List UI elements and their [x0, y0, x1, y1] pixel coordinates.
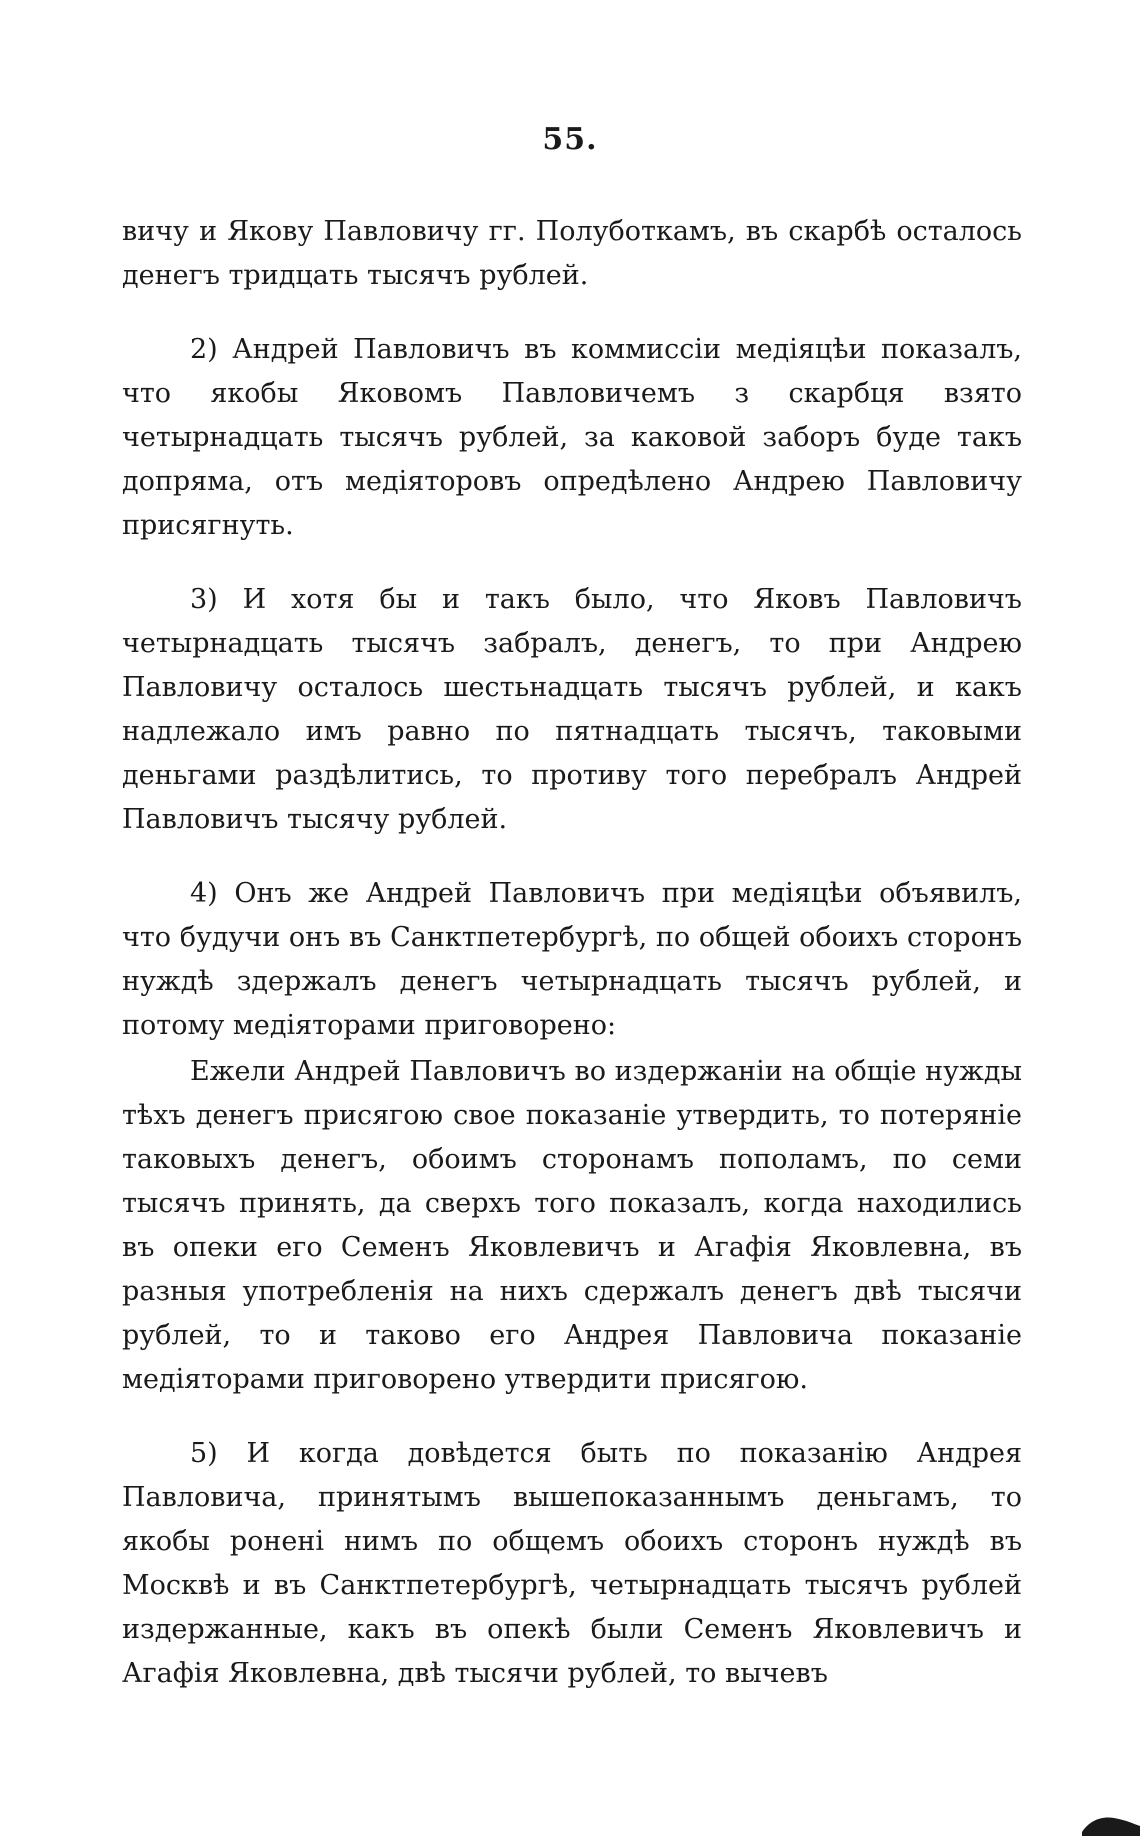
paragraph-item-3: 3) И хотя бы и такъ было, что Яковъ Павловичъ четырнадцать тысячъ забралъ, денегъ, то при Андрею Павловичу осталось шестьнадцать тысячъ рублей, и какъ надлежало имъ равно по пятнадцать тысячъ, таковыми деньгами раздѣлитись, то противу того перебралъ Андрей Павловичъ тысячу рублей. [122, 584, 1022, 835]
paragraph-item-5: 5) И когда довѣдется быть по показанію Андрея Павловича, принятымъ вышепоказаннымъ деньгамъ, то якобы ронені нимъ по общемъ обоихъ сторонъ нуждѣ въ Москвѣ и въ Санктпетербургѣ, четырнадцать тысячъ рублей издержанные, какъ въ опекѣ были Семенъ Яковлевичъ и Агафія Яковлевна, двѣ тысячи рублей, то вычевъ [122, 1438, 1022, 1689]
paragraph-item-2: 2) Андрей Павловичъ въ коммиссіи медіяцѣи показалъ, что якобы Яковомъ Павловичемъ з скарбця взято четырнадцать тысячъ рублей, за каковой заборъ буде такъ допряма, отъ медіяторовъ опредѣлено Андрею Павловичу присягнуть. [122, 334, 1022, 541]
page-number: 55. [542, 122, 598, 157]
paragraph-item-4: 4) Онъ же Андрей Павловичъ при медіяцѣи объявилъ, что будучи онъ въ Санктпетербургѣ, по общей обоихъ сторонъ нуждѣ здержалъ денегъ четырнадцать тысячъ рублей, и потому медіяторами приговорено: [122, 878, 1022, 1041]
paragraph-item-4-continued: Ежели Андрей Павловичъ во издержаніи на общіе нужды тѣхъ денегъ присягою свое показаніе утвердить, то потеряніе таковыхъ денегъ, обоимъ сторонамъ пополамъ, по семи тысячъ принять, да сверхъ того показалъ, когда находились въ опеки его Семенъ Яковлевичъ и Агафія Яковлевна, въ разныя употребленія на нихъ сдержалъ денегъ двѣ тысячи рублей, то и таково его Андрея Павловича показаніе медіяторами приговорено утвердити присягою. [122, 1056, 1022, 1395]
body-text [122, 210, 1022, 1696]
ink-blot-icon [1080, 1810, 1140, 1836]
paragraph-continuation: вичу и Якову Павловичу гг. Полуботкамъ, въ скарбѣ осталось денегъ тридцать тысячъ рублей. [122, 216, 1022, 291]
